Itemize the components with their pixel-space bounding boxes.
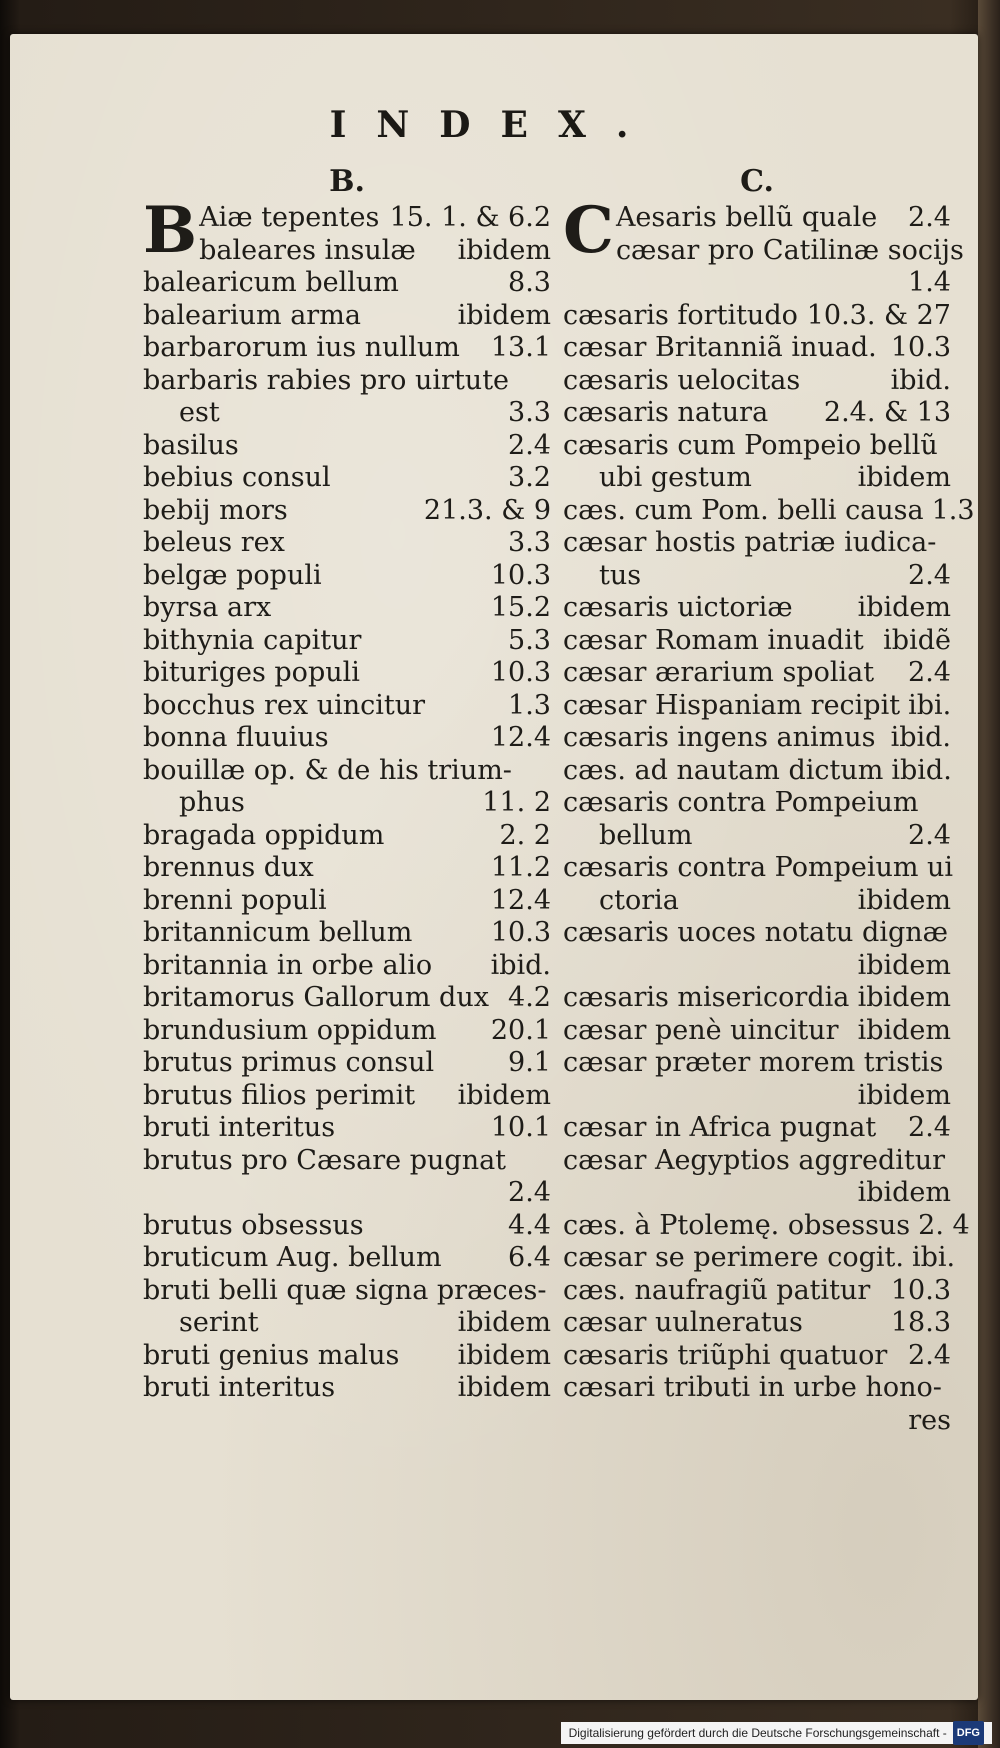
index-entry (143, 1340, 551, 1373)
index-entry (143, 950, 551, 983)
index-entry (143, 1080, 551, 1113)
dropcap-c: C (563, 193, 614, 268)
entry-ref: 2.4 (908, 559, 951, 591)
index-entry (143, 332, 551, 365)
entry-ref: 12.4 (490, 884, 551, 916)
entry-term: bebius consul (143, 462, 331, 493)
entry-ref: ibidem (457, 1079, 551, 1111)
entry-term: Aiæ tepentes (199, 202, 380, 233)
index-entry (563, 430, 951, 495)
index-entry (143, 430, 551, 463)
entry-continuation: est (179, 397, 220, 428)
entry-term: beleus rex (143, 527, 285, 558)
entry-ref: 10.3 (490, 559, 551, 591)
index-entry (143, 885, 551, 918)
entry-term: cæsaris cum Pompeio bellũ (563, 429, 938, 461)
entry-ref: 11.2 (490, 852, 551, 883)
entry-ref: 15. 1. & 6.2 (389, 202, 551, 233)
section-letter-b: B. (329, 164, 365, 199)
entry-term: brutus obsessus (143, 1209, 364, 1241)
page-header: INDEX. (329, 104, 659, 146)
entry-term: barbarorum ius nullum (143, 332, 460, 363)
entry-term: barbaris rabies pro uirtute (143, 364, 510, 396)
index-entry (143, 267, 551, 300)
entry-ref: 2.4 (508, 429, 551, 461)
index-entries-b (143, 267, 551, 1405)
entry-ref: ibidem (857, 462, 951, 493)
index-entry (563, 722, 951, 755)
entry-ref: ibidem (457, 299, 551, 331)
footer-text: Digitalisierung gefördert durch die Deutsche Forschungsgemeinschaft - (568, 1726, 947, 1740)
index-entry (563, 1307, 951, 1340)
entry-ref: ibidem (457, 234, 551, 266)
entry-term: brundusium oppidum (143, 1014, 437, 1046)
index-entries-c (563, 299, 975, 1438)
entry-term: baleares insulæ (199, 234, 416, 266)
entry-ref: ibidem (857, 949, 951, 981)
entry-term: cæsaris uelocitas (563, 364, 801, 396)
dfg-logo: DFG (953, 1721, 984, 1745)
entry-term: cæsaris natura (563, 397, 769, 428)
entry-term: britannia in orbe alio (143, 949, 433, 981)
index-entry (563, 1015, 951, 1048)
entry-ref: 2. 4 (918, 1209, 970, 1241)
index-entry (563, 1209, 970, 1243)
index-entry (143, 527, 551, 560)
entry-ref: ibi. (911, 1242, 956, 1273)
entry-ref: 11. 2 (482, 787, 551, 818)
index-entry (143, 625, 551, 658)
entry-ref: ibidẽ (883, 624, 951, 656)
entry-ref: ibid. (490, 949, 551, 981)
entry-ref: 8.3 (508, 267, 551, 298)
entry-ref: ibidem (857, 1014, 951, 1046)
entry-term: cæsaris ingens animus (563, 722, 876, 753)
index-entry-first-c (563, 193, 964, 300)
entry-ref: ibidem (857, 982, 951, 1013)
entry-ref: 21.3. & 9 (423, 494, 551, 526)
entry-ref: 2.4 (908, 657, 951, 688)
entry-ref: 2.4 (908, 1339, 951, 1371)
entry-ref: 10.3 (890, 1274, 951, 1306)
index-entry (143, 982, 551, 1015)
index-entry (143, 495, 551, 528)
entry-term: cæsar penè uincitur (563, 1014, 839, 1046)
entry-term: bruti genius malus (143, 1339, 400, 1371)
entry-ref: 13.1 (490, 332, 551, 363)
index-entry (143, 462, 551, 495)
entry-continuation: ctoria (599, 884, 679, 916)
index-entry (143, 1047, 551, 1080)
entry-ref: ibidem (457, 1307, 551, 1338)
entry-ref: ibid. (891, 754, 952, 786)
index-column-c (563, 162, 975, 1437)
index-entry (563, 1242, 956, 1275)
entry-term: bruti interitus (143, 1112, 336, 1143)
entry-term: cæsaris fortitudo (563, 299, 798, 331)
index-entry (563, 1145, 951, 1210)
entry-term: cæsaris uictoriæ (563, 592, 793, 623)
entry-term: cæsar uulneratus (563, 1307, 803, 1338)
entry-term: bebij mors (143, 494, 288, 526)
entry-ref: 10.3. & 27 (806, 299, 951, 331)
index-entry (143, 722, 551, 755)
entry-ref: 3.2 (508, 462, 551, 493)
index-entry (143, 1112, 551, 1145)
entry-term: bruti interitus (143, 1372, 336, 1403)
entry-term: cæsar præter morem tristis (563, 1047, 944, 1078)
entry-ref: 4.4 (508, 1209, 551, 1241)
entry-ref: 10.1 (490, 1112, 551, 1143)
index-entry (563, 657, 951, 690)
entry-ref: res (908, 1404, 951, 1436)
index-entry (563, 1372, 951, 1437)
entry-ref: 10.3 (890, 332, 951, 363)
entry-ref: 2.4 (508, 1177, 551, 1208)
index-entry (143, 1145, 551, 1210)
entry-ref: ibidem (857, 592, 951, 623)
entry-term: britamorus Gallorum dux (143, 982, 489, 1013)
entry-ref: 1.4 (908, 267, 951, 298)
index-entry (563, 365, 951, 398)
entry-ref: 2.4. & 13 (823, 397, 951, 428)
entry-ref: 2.4 (908, 819, 951, 851)
index-entry (563, 755, 951, 788)
entry-term: brutus primus consul (143, 1047, 435, 1078)
entry-term: cæsari tributi in urbe hono- (563, 1372, 942, 1403)
index-entry (143, 1372, 551, 1405)
index-entry (143, 1242, 551, 1275)
entry-ref: 2.4 (908, 202, 951, 233)
entry-term: bruti belli quæ signa præces- (143, 1274, 547, 1306)
entry-ref: 5.3 (508, 624, 551, 656)
entry-continuation: tus (599, 559, 642, 591)
entry-term: brutus filios perimit (143, 1079, 416, 1111)
entry-term: belgæ populi (143, 559, 322, 591)
entry-ref: ibidem (457, 1339, 551, 1371)
index-entry (563, 625, 951, 658)
index-entry (143, 1275, 551, 1340)
entry-term: bouillæ op. & de his trium- (143, 754, 512, 786)
entry-ref: 1.3 (931, 494, 975, 526)
index-entry (563, 1047, 951, 1112)
index-entry (563, 397, 951, 430)
entry-ref: ibidem (857, 884, 951, 916)
index-entry-first-b (143, 193, 551, 268)
entry-ref: ibidem (857, 1079, 951, 1111)
index-entry (563, 332, 951, 365)
index-entry (143, 592, 551, 625)
entry-ref: 3.3 (508, 527, 551, 558)
entry-ref: 2.4 (908, 1112, 951, 1143)
entry-term: cæs. naufragiũ patitur (563, 1274, 871, 1306)
entry-continuation: bellum (599, 819, 693, 851)
entry-term: cæsar se perimere cogit. (563, 1242, 904, 1273)
entry-term: cæsar pro Catilinæ socijs (615, 234, 964, 266)
index-entry (563, 300, 951, 333)
index-column-b (143, 162, 551, 1405)
entry-ref: 15.2 (490, 592, 551, 623)
index-entry (143, 300, 551, 333)
entry-ref: ibid. (890, 364, 951, 396)
index-entry (143, 852, 551, 885)
entry-term: cæsar Britanniã inuad. (563, 332, 877, 363)
book-edge (978, 0, 1000, 1748)
entry-ref: 10.3 (490, 657, 551, 688)
entry-continuation: phus (179, 787, 245, 818)
index-entry (563, 1275, 951, 1308)
entry-term: byrsa arx (143, 592, 272, 623)
entry-term: cæs. cum Pom. belli causa (563, 494, 924, 526)
dropcap-b: B (143, 193, 198, 268)
entry-term: cæsaris contra Pompeium ui (563, 852, 954, 883)
index-entry (563, 690, 951, 723)
section-letter-c: C. (740, 164, 774, 199)
index-entry (563, 852, 954, 917)
entry-term: bithynia capitur (143, 624, 362, 656)
entry-term: brenni populi (143, 884, 327, 916)
entry-term: bragada oppidum (143, 819, 385, 851)
index-entry (143, 657, 551, 690)
entry-term: cæs. ad nautam dictum (563, 754, 884, 786)
index-entry (143, 755, 551, 820)
entry-term: cæsar Hispaniam recipit (563, 689, 901, 721)
index-entry (143, 560, 551, 593)
entry-ref: 9.1 (508, 1047, 551, 1078)
entry-ref: 18.3 (890, 1307, 951, 1338)
entry-continuation: serint (179, 1307, 259, 1338)
entry-term: cæsaris uoces notatu dignæ (563, 917, 949, 948)
index-entry (143, 917, 551, 950)
entry-term: balearicum bellum (143, 267, 399, 298)
entry-term: britannicum bellum (143, 917, 413, 948)
index-entry (563, 917, 951, 982)
entry-term: cæsaris contra Pompeium (563, 787, 919, 818)
entry-ref: ibidem (857, 1177, 951, 1208)
index-entry (563, 1340, 951, 1373)
index-entry (143, 1015, 551, 1048)
index-entry (563, 982, 951, 1015)
index-entry (563, 527, 951, 592)
index-entry (563, 787, 951, 852)
entry-ref: 10.3 (490, 917, 551, 948)
entry-ref: 12.4 (490, 722, 551, 753)
index-entry (563, 1112, 951, 1145)
entry-term: Aesaris bellũ quale (615, 202, 878, 233)
entry-term: cæsaris triũphi quatuor (563, 1339, 888, 1371)
book-page (10, 34, 978, 1700)
entry-ref: 6.4 (508, 1242, 551, 1273)
entry-ref: 1.3 (508, 689, 551, 721)
index-entry (143, 690, 551, 723)
entry-term: cæs. à Ptolemę. obsessus (563, 1209, 911, 1241)
entry-term: balearium arma (143, 299, 361, 331)
entry-term: brutus pro Cæsare pugnat (143, 1144, 507, 1176)
index-entry (143, 1210, 551, 1243)
entry-term: bruticum Aug. bellum (143, 1242, 442, 1273)
entry-term: cæsar ærarium spoliat (563, 657, 875, 688)
entry-term: cæsar hostis patriæ iudica- (563, 527, 937, 558)
entry-ref: 2. 2 (499, 819, 551, 851)
entry-ref: ibidem (457, 1372, 551, 1403)
entry-term: bonna fluuius (143, 722, 329, 753)
entry-term: bituriges populi (143, 657, 360, 688)
entry-continuation: ubi gestum (599, 462, 752, 493)
entry-ref: ibi. (908, 689, 952, 721)
entry-term: cæsar in Africa pugnat (563, 1112, 877, 1143)
entry-ref: 20.1 (490, 1014, 551, 1046)
index-entry (143, 365, 551, 430)
digitization-footer (561, 1722, 992, 1744)
entry-ref: 4.2 (508, 982, 551, 1013)
index-entry (143, 820, 551, 853)
entry-term: cæsar Romam inuadit (563, 624, 864, 656)
entry-term: basilus (143, 429, 239, 461)
entry-term: cæsar Aegyptios aggreditur (563, 1144, 946, 1176)
entry-ref: ibid. (890, 722, 951, 753)
entry-term: brennus dux (143, 852, 314, 883)
entry-ref: 3.3 (508, 397, 551, 428)
index-entry (563, 592, 951, 625)
entry-term: bocchus rex uincitur (143, 689, 426, 721)
entry-term: cæsaris misericordia (563, 982, 850, 1013)
index-entry (563, 494, 975, 528)
